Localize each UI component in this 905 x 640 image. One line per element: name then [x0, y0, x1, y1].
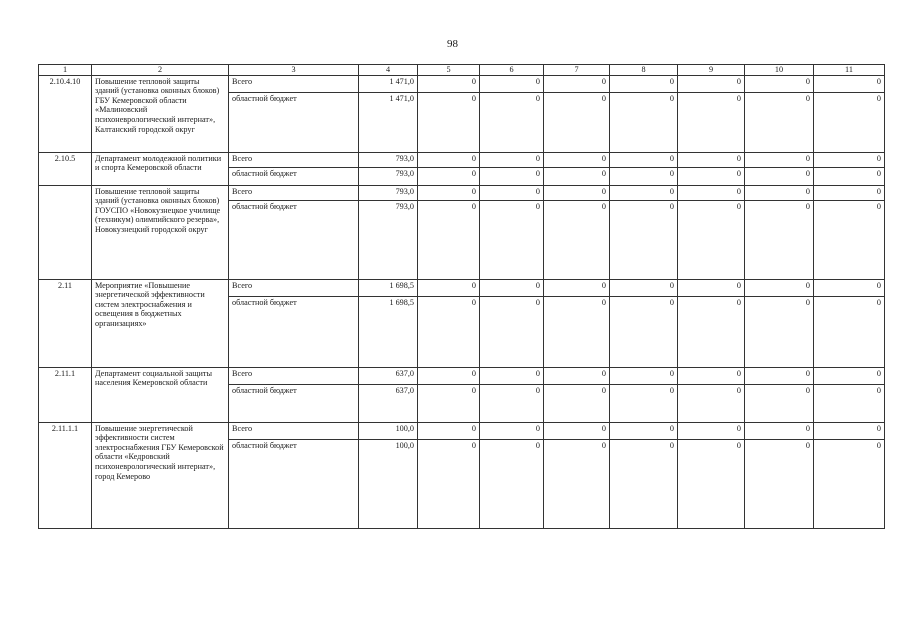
- value-cell: 0: [678, 367, 745, 384]
- value-cell: 0: [678, 200, 745, 279]
- value-cell: 0: [814, 384, 885, 422]
- table-row: [39, 367, 885, 384]
- column-header: 6: [480, 65, 544, 76]
- value-cell: 0: [610, 384, 678, 422]
- value-cell: 0: [745, 367, 814, 384]
- column-header: 4: [359, 65, 418, 76]
- value-cell: 0: [745, 75, 814, 92]
- funding-source: областной бюджет: [229, 200, 359, 279]
- value-cell: 0: [480, 296, 544, 367]
- value-cell: 1 698,5: [359, 296, 418, 367]
- page-number: 98: [447, 38, 458, 50]
- value-cell: 0: [610, 75, 678, 92]
- value-cell: 0: [418, 384, 480, 422]
- value-cell: 0: [814, 422, 885, 439]
- value-cell: 0: [610, 279, 678, 296]
- value-cell: 0: [544, 92, 610, 152]
- value-cell: 0: [610, 296, 678, 367]
- row-code: 2.11.1: [39, 367, 92, 422]
- value-cell: 0: [418, 152, 480, 167]
- table-row: [39, 152, 885, 167]
- value-cell: 0: [418, 200, 480, 279]
- value-cell: 0: [678, 279, 745, 296]
- column-header: 9: [678, 65, 745, 76]
- column-header: 11: [814, 65, 885, 76]
- value-cell: 0: [678, 422, 745, 439]
- table-row: [39, 75, 885, 92]
- budget-table: [38, 64, 885, 529]
- value-cell: 0: [480, 279, 544, 296]
- value-cell: 0: [745, 296, 814, 367]
- value-cell: 0: [814, 167, 885, 185]
- value-cell: 0: [745, 439, 814, 528]
- value-cell: 0: [814, 92, 885, 152]
- value-cell: 0: [544, 296, 610, 367]
- value-cell: 0: [814, 439, 885, 528]
- column-header: 1: [39, 65, 92, 76]
- value-cell: 100,0: [359, 422, 418, 439]
- value-cell: 0: [814, 279, 885, 296]
- value-cell: 0: [678, 384, 745, 422]
- funding-source: Всего: [229, 75, 359, 92]
- value-cell: 0: [544, 384, 610, 422]
- funding-source: Всего: [229, 185, 359, 200]
- value-cell: 0: [418, 279, 480, 296]
- value-cell: 637,0: [359, 384, 418, 422]
- value-cell: 1 698,5: [359, 279, 418, 296]
- value-cell: 0: [480, 75, 544, 92]
- value-cell: 0: [745, 185, 814, 200]
- value-cell: 0: [745, 152, 814, 167]
- value-cell: 793,0: [359, 185, 418, 200]
- funding-source: областной бюджет: [229, 384, 359, 422]
- column-header: 2: [92, 65, 229, 76]
- value-cell: 0: [544, 167, 610, 185]
- row-code: 2.11: [39, 279, 92, 367]
- value-cell: 0: [544, 279, 610, 296]
- value-cell: 0: [814, 296, 885, 367]
- table-row: [39, 279, 885, 296]
- value-cell: 637,0: [359, 367, 418, 384]
- funding-source: областной бюджет: [229, 296, 359, 367]
- row-code: [39, 185, 92, 279]
- value-cell: 0: [610, 152, 678, 167]
- funding-source: областной бюджет: [229, 92, 359, 152]
- value-cell: 0: [745, 422, 814, 439]
- value-cell: 0: [814, 367, 885, 384]
- value-cell: 1 471,0: [359, 92, 418, 152]
- value-cell: 0: [544, 185, 610, 200]
- value-cell: 0: [610, 439, 678, 528]
- value-cell: 0: [480, 92, 544, 152]
- table-row: [39, 185, 885, 200]
- column-header: 8: [610, 65, 678, 76]
- value-cell: 0: [418, 185, 480, 200]
- row-code: 2.11.1.1: [39, 422, 92, 528]
- value-cell: 0: [480, 200, 544, 279]
- row-name: Повышение энергетической эффективности систем электроснабжения ГБУ Кемеровской области «Кедровский психоневрологический интернат», город Кемерово: [92, 422, 229, 528]
- row-code: 2.10.5: [39, 152, 92, 185]
- row-name: Департамент молодежной политики и спорта Кемеровской области: [92, 152, 229, 185]
- value-cell: 0: [480, 152, 544, 167]
- column-header: 5: [418, 65, 480, 76]
- value-cell: 0: [745, 167, 814, 185]
- column-header: 10: [745, 65, 814, 76]
- column-header-row: [39, 65, 885, 76]
- value-cell: 100,0: [359, 439, 418, 528]
- value-cell: 0: [678, 152, 745, 167]
- value-cell: 0: [678, 439, 745, 528]
- value-cell: 0: [814, 185, 885, 200]
- value-cell: 0: [418, 92, 480, 152]
- row-name: Повышение тепловой защиты зданий (установка оконных блоков) ГОУСПО «Новокузнецкое училище (техникум) олимпийского резерва», Новокузнецкий городской округ: [92, 185, 229, 279]
- column-header: 7: [544, 65, 610, 76]
- value-cell: 0: [678, 75, 745, 92]
- value-cell: 0: [480, 367, 544, 384]
- value-cell: 0: [418, 439, 480, 528]
- table-row: [39, 422, 885, 439]
- funding-source: Всего: [229, 422, 359, 439]
- value-cell: 0: [480, 439, 544, 528]
- value-cell: 0: [814, 200, 885, 279]
- row-name: Мероприятие «Повышение энергетической эффективности систем электроснабжения и освещения в бюджетных организациях»: [92, 279, 229, 367]
- value-cell: 0: [480, 167, 544, 185]
- value-cell: 0: [814, 75, 885, 92]
- value-cell: 0: [678, 296, 745, 367]
- funding-source: Всего: [229, 367, 359, 384]
- value-cell: 0: [678, 92, 745, 152]
- value-cell: 793,0: [359, 200, 418, 279]
- value-cell: 0: [745, 279, 814, 296]
- value-cell: 793,0: [359, 152, 418, 167]
- row-name: Департамент социальной защиты населения Кемеровской области: [92, 367, 229, 422]
- value-cell: 0: [544, 200, 610, 279]
- row-code: 2.10.4.10: [39, 75, 92, 152]
- value-cell: 0: [544, 439, 610, 528]
- value-cell: 0: [480, 422, 544, 439]
- value-cell: 0: [544, 367, 610, 384]
- value-cell: 0: [544, 422, 610, 439]
- value-cell: 0: [544, 75, 610, 92]
- value-cell: 0: [544, 152, 610, 167]
- value-cell: 0: [745, 92, 814, 152]
- row-name: Повышение тепловой защиты зданий (установка оконных блоков) ГБУ Кемеровской области «Малиновский психоневрологический интернат», Калтанский городской округ: [92, 75, 229, 152]
- value-cell: 0: [418, 367, 480, 384]
- funding-source: областной бюджет: [229, 439, 359, 528]
- value-cell: 0: [610, 367, 678, 384]
- value-cell: 0: [610, 422, 678, 439]
- value-cell: 0: [745, 200, 814, 279]
- value-cell: 0: [610, 185, 678, 200]
- value-cell: 0: [610, 92, 678, 152]
- funding-source: Всего: [229, 152, 359, 167]
- value-cell: 0: [745, 384, 814, 422]
- value-cell: 0: [480, 185, 544, 200]
- value-cell: 0: [610, 167, 678, 185]
- funding-source: областной бюджет: [229, 167, 359, 185]
- value-cell: 0: [610, 200, 678, 279]
- value-cell: 0: [678, 167, 745, 185]
- value-cell: 0: [418, 167, 480, 185]
- value-cell: 0: [418, 75, 480, 92]
- funding-source: Всего: [229, 279, 359, 296]
- value-cell: 0: [814, 152, 885, 167]
- column-header: 3: [229, 65, 359, 76]
- value-cell: 1 471,0: [359, 75, 418, 92]
- value-cell: 0: [678, 185, 745, 200]
- value-cell: 793,0: [359, 167, 418, 185]
- value-cell: 0: [418, 296, 480, 367]
- value-cell: 0: [480, 384, 544, 422]
- value-cell: 0: [418, 422, 480, 439]
